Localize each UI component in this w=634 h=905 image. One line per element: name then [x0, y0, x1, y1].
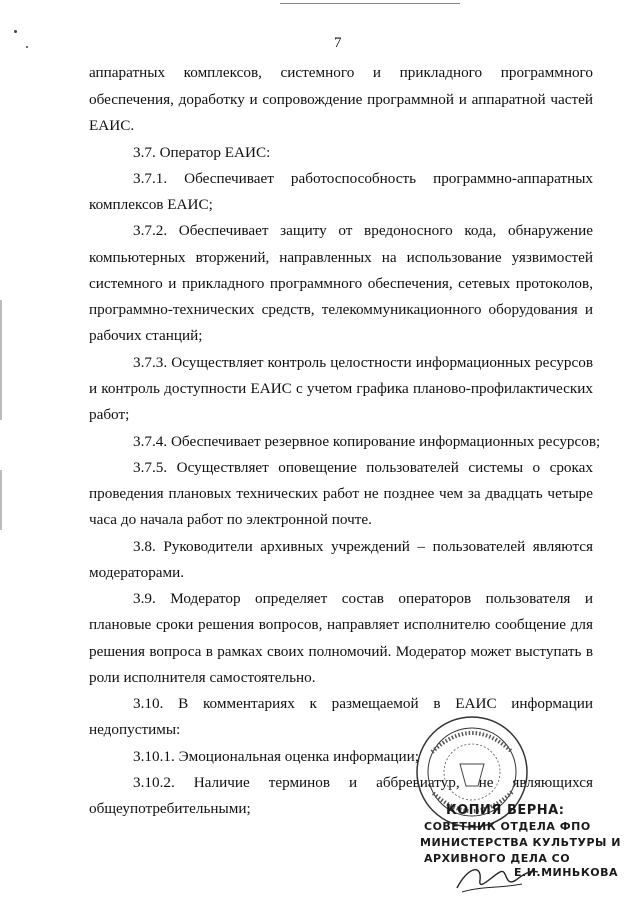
text-line: аппаратных комплексов, системного и прикладного программного — [89, 64, 593, 81]
text-line: 3.10. В комментариях к размещаемой в ЕАИС информации — [133, 695, 593, 712]
text-line: 3.8. Руководители архивных учреждений – пользователей являются — [133, 538, 593, 555]
scan-artifact-rule — [280, 3, 460, 4]
text-line: компьютерных вторжений, направленных на использование уязвимостей — [89, 249, 593, 266]
text-line: часа до начала работ по электронной почте. — [89, 511, 372, 528]
text-line: проведения плановых технических работ не позднее чем за двадцать четыре — [89, 485, 593, 502]
text-line: 3.7.4. Обеспечивает резервное копирование информационных ресурсов; — [133, 433, 601, 450]
text-line: комплексов ЕАИС; — [89, 196, 213, 213]
scan-speck — [26, 46, 28, 48]
text-line: ЕАИС. — [89, 117, 135, 134]
stamp-ministry: МИНИСТЕРСТВА КУЛЬТУРЫ И — [420, 836, 621, 849]
text-line: и контроль доступности ЕАИС с учетом графика планово-профилактических — [89, 380, 593, 397]
scan-speck — [14, 30, 17, 33]
text-line: системного и прикладного программного обеспечения, сетевых протоколов, — [89, 275, 593, 292]
stamp-department: АРХИВНОГО ДЕЛА СО — [424, 852, 571, 865]
text-line: 3.7.2. Обеспечивает защиту от вредоносного кода, обнаружение — [133, 222, 593, 239]
scan-edge-artifact — [0, 300, 2, 420]
text-line: плановые сроки решения вопросов, направляет исполнителю сообщение для — [89, 616, 593, 633]
section-heading: 3.7. Оператор ЕАИС: — [133, 144, 271, 161]
text-line: решения вопроса в рамках своих полномочий. Модератор может выступать в — [89, 643, 593, 660]
stamp-position: СОВЕТНИК ОТДЕЛА ФПО — [424, 820, 591, 833]
text-line: 3.10.2. Наличие терминов и аббревиатур, не являющихся — [133, 774, 593, 791]
text-line: 3.7.5. Осуществляет оповещение пользователей системы о сроках — [133, 459, 593, 476]
stamp-signer-name: Е.И.МИНЬКОВА — [514, 866, 619, 879]
text-line: 3.9. Модератор определяет состав операторов пользователя и — [133, 590, 593, 607]
text-line: модераторами. — [89, 564, 185, 581]
page-number: 7 — [334, 35, 342, 51]
text-line: рабочих станций; — [89, 327, 203, 344]
text-line: 3.10.1. Эмоциональная оценка информации; — [133, 748, 419, 765]
text-line: роли исполнителя самостоятельно. — [89, 669, 316, 686]
text-line: 3.7.3. Осуществляет контроль целостности информационных ресурсов — [133, 354, 593, 371]
text-line: обеспечения, доработку и сопровождение программной и аппаратной частей — [89, 91, 593, 108]
text-line: программно-технических средств, телекоммуникационного оборудования и — [89, 301, 593, 318]
scan-edge-artifact — [0, 470, 2, 530]
text-line: недопустимы: — [89, 721, 181, 738]
text-line: 3.7.1. Обеспечивает работоспособность программно-аппаратных — [133, 170, 593, 187]
stamp-copy-true: КОПИЯ ВЕРНА: — [446, 803, 565, 818]
text-line: общеупотребительными; — [89, 800, 251, 817]
text-line: работ; — [89, 406, 130, 423]
handwritten-signature-icon — [452, 858, 542, 898]
